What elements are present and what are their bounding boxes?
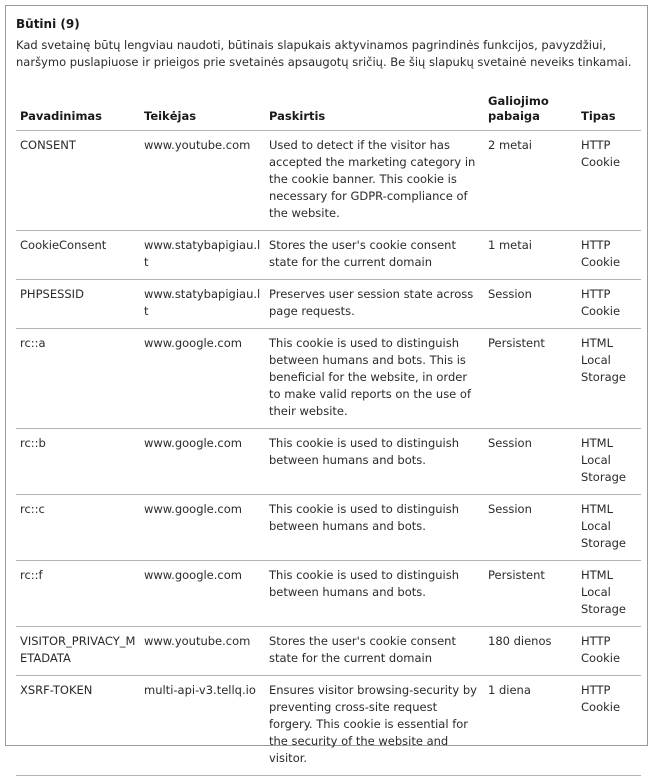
cell-type: HTTP Cookie xyxy=(577,280,641,329)
cell-expiry: Persistent xyxy=(484,561,577,627)
cell-purpose: This cookie is used to distinguish between humans and bots. xyxy=(265,495,484,561)
cell-type: HTTP Cookie xyxy=(577,231,641,280)
cell-provider: www.statybapigiau.lt xyxy=(140,280,265,329)
cell-provider: www.google.com xyxy=(140,561,265,627)
cell-purpose: Ensures visitor browsing-security by preventing cross-site request forgery. This cookie is essential for the security of the website and visitor. xyxy=(265,676,484,776)
header-name: Pavadinimas xyxy=(16,92,140,131)
table-row xyxy=(16,329,641,429)
cell-expiry: Session xyxy=(484,495,577,561)
cell-name: rc::b xyxy=(16,429,140,495)
cell-name: PHPSESSID xyxy=(16,280,140,329)
cell-provider: www.google.com xyxy=(140,429,265,495)
cell-purpose: Stores the user's cookie consent state for the current domain xyxy=(265,627,484,676)
cell-name: CONSENT xyxy=(16,131,140,231)
header-purpose: Paskirtis xyxy=(265,92,484,131)
table-row xyxy=(16,231,641,280)
cell-expiry: Persistent xyxy=(484,329,577,429)
header-expiry: Galiojimo pabaiga xyxy=(484,92,577,131)
cookie-table xyxy=(16,92,641,776)
cell-provider: www.youtube.com xyxy=(140,627,265,676)
cell-purpose: Stores the user's cookie consent state for the current domain xyxy=(265,231,484,280)
cell-provider: www.statybapigiau.lt xyxy=(140,231,265,280)
table-row xyxy=(16,495,641,561)
cell-name: CookieConsent xyxy=(16,231,140,280)
header-provider: Teikėjas xyxy=(140,92,265,131)
cell-name: rc::a xyxy=(16,329,140,429)
section-description: Kad svetainę būtų lengviau naudoti, būtinais slapukais aktyvinamos pagrindinės funkcijos, pavyzdžiui, naršymo puslapiuose ir prieigos prie svetainės apsaugotų sričių. Be šių slapukų svetainė neveiks tinkamai. xyxy=(16,38,632,69)
cell-provider: www.youtube.com xyxy=(140,131,265,231)
cell-expiry: 2 metai xyxy=(484,131,577,231)
cell-purpose: This cookie is used to distinguish between humans and bots. This is beneficial for the website, in order to make valid reports on the use of their website. xyxy=(265,329,484,429)
cell-type: HTTP Cookie xyxy=(577,676,641,776)
section-title: Būtini (9) xyxy=(16,17,80,31)
cell-purpose: This cookie is used to distinguish between humans and bots. xyxy=(265,429,484,495)
cell-type: HTTP Cookie xyxy=(577,627,641,676)
cell-provider: multi-api-v3.tellq.io xyxy=(140,676,265,776)
table-row xyxy=(16,676,641,776)
cell-name: rc::f xyxy=(16,561,140,627)
cell-purpose: Preserves user session state across page requests. xyxy=(265,280,484,329)
cell-type: HTTP Cookie xyxy=(577,131,641,231)
header-type: Tipas xyxy=(577,92,641,131)
cell-expiry: 1 diena xyxy=(484,676,577,776)
table-row xyxy=(16,131,641,231)
cell-type: HTML Local Storage xyxy=(577,495,641,561)
table-row xyxy=(16,627,641,676)
cell-purpose: Used to detect if the visitor has accepted the marketing category in the cookie banner. This cookie is necessary for GDPR-compliance of the website. xyxy=(265,131,484,231)
cell-expiry: Session xyxy=(484,280,577,329)
cell-name: rc::c xyxy=(16,495,140,561)
table-header-row xyxy=(16,92,641,131)
cell-type: HTML Local Storage xyxy=(577,329,641,429)
cell-provider: www.google.com xyxy=(140,495,265,561)
cell-expiry: 180 dienos xyxy=(484,627,577,676)
cell-provider: www.google.com xyxy=(140,329,265,429)
cell-expiry: Session xyxy=(484,429,577,495)
cell-purpose: This cookie is used to distinguish between humans and bots. xyxy=(265,561,484,627)
table-row xyxy=(16,429,641,495)
cell-name: XSRF-TOKEN xyxy=(16,676,140,776)
cell-type: HTML Local Storage xyxy=(577,561,641,627)
cell-expiry: 1 metai xyxy=(484,231,577,280)
table-row xyxy=(16,280,641,329)
cell-name: VISITOR_PRIVACY_METADATA xyxy=(16,627,140,676)
cookie-category-panel xyxy=(5,5,648,765)
table-row xyxy=(16,561,641,627)
cell-type: HTML Local Storage xyxy=(577,429,641,495)
